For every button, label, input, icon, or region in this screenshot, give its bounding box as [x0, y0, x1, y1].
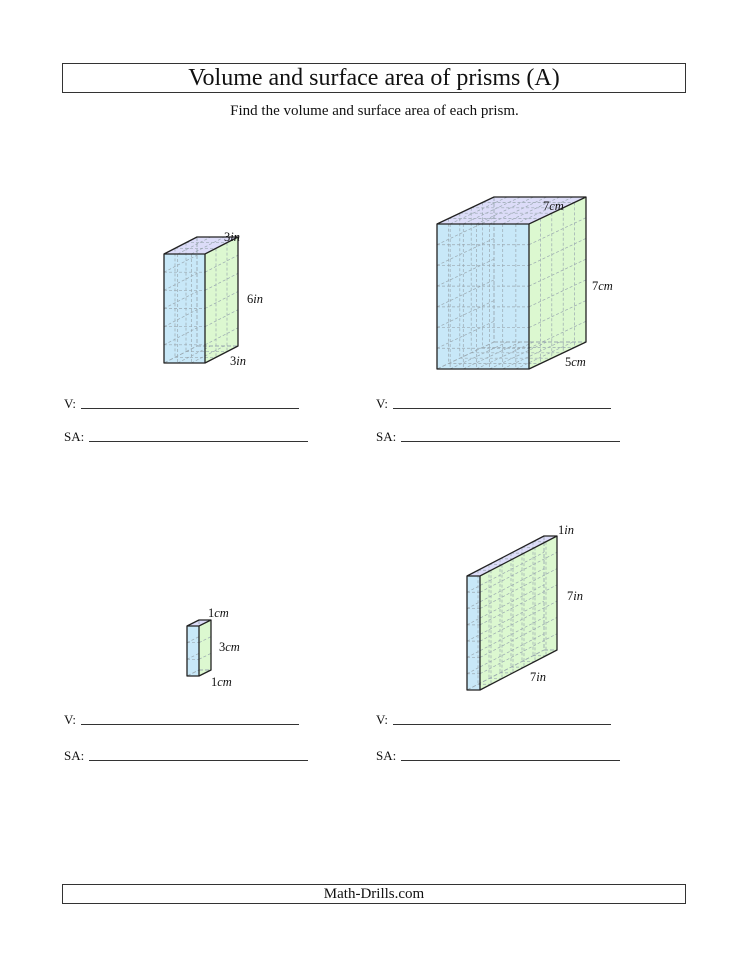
prism-4-dim-depth: 7in — [530, 670, 546, 684]
p4-sa-label: SA: — [376, 748, 397, 763]
p2-sa-label: SA: — [376, 429, 397, 444]
prism-4-dim-height: 7in — [567, 589, 583, 603]
prism-3 — [187, 620, 211, 676]
prism-2 — [437, 197, 586, 369]
p2-sa-answer-line[interactable] — [401, 440, 620, 442]
prism-1 — [164, 237, 238, 363]
prism-3-dim-depth: 1cm — [211, 675, 232, 689]
p3-sa-row — [64, 748, 308, 764]
p3-sa-answer-line[interactable] — [89, 759, 308, 761]
p1-sa-row — [64, 429, 308, 445]
prism-1-side-face — [205, 237, 238, 363]
p3-volume-row — [64, 712, 299, 728]
p2-sa-row — [376, 429, 620, 445]
p1-volume-answer-line[interactable] — [81, 407, 299, 409]
p4-volume-answer-line[interactable] — [393, 723, 611, 725]
p1-volume-row — [64, 396, 299, 412]
p4-volume-label: V: — [376, 712, 389, 727]
p3-sa-label: SA: — [64, 748, 85, 763]
prism-4 — [467, 536, 557, 690]
p3-volume-answer-line[interactable] — [81, 723, 299, 725]
p4-sa-answer-line[interactable] — [401, 759, 620, 761]
prism-3-dim-height: 3cm — [219, 640, 240, 654]
p2-volume-answer-line[interactable] — [393, 407, 611, 409]
p4-sa-row — [376, 748, 620, 764]
footer-text: Math-Drills.com — [323, 885, 425, 902]
p1-sa-label: SA: — [64, 429, 85, 444]
p3-volume-label: V: — [64, 712, 77, 727]
p1-volume-label: V: — [64, 396, 77, 411]
p2-volume-row — [376, 396, 611, 412]
prism-2-dim-height: 7cm — [592, 279, 613, 293]
instructions: Find the volume and surface area of each prism. — [230, 103, 519, 119]
footer — [62, 884, 686, 904]
p2-volume-label: V: — [376, 396, 389, 411]
prism-1-dim-depth: 3in — [230, 354, 246, 368]
prism-3-front-face — [187, 626, 199, 676]
prism-2-dim-depth: 5cm — [565, 355, 586, 369]
prism-2-dim-top: 7cm — [543, 199, 564, 213]
prism-4-dim-top: 1in — [558, 523, 574, 537]
prism-1-dim-top: 3in — [224, 230, 240, 244]
p1-sa-answer-line[interactable] — [89, 440, 308, 442]
p4-volume-row — [376, 712, 611, 728]
title-text: Volume and surface area of prisms (A) — [188, 64, 560, 91]
prism-1-dim-height: 6in — [247, 292, 263, 306]
prism-3-dim-top: 1cm — [208, 606, 229, 620]
prism-3-side-face — [199, 620, 211, 676]
